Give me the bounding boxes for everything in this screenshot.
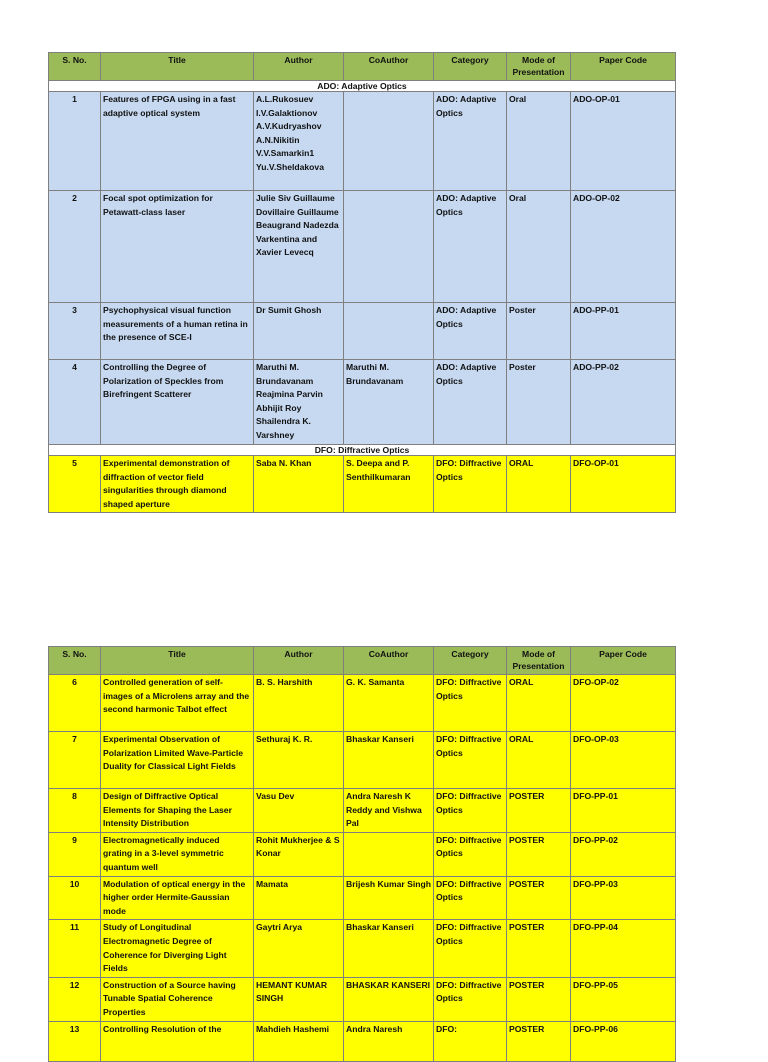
cell-author: Gaytri Arya bbox=[254, 920, 344, 977]
section-label: DFO: Diffractive Optics bbox=[49, 445, 676, 456]
header-code: Paper Code bbox=[571, 53, 676, 81]
cell-category: DFO: Diffractive Optics bbox=[434, 832, 507, 876]
cell-coauthor: Bhaskar Kanseri bbox=[344, 732, 434, 789]
cell-title: Modulation of optical energy in the higher order Hermite-Gaussian mode bbox=[101, 876, 254, 920]
cell-sno: 8 bbox=[49, 789, 101, 833]
cell-code: DFO-OP-01 bbox=[571, 456, 676, 513]
cell-category: DFO: Diffractive Optics bbox=[434, 789, 507, 833]
header-category: Category bbox=[434, 53, 507, 81]
table-row bbox=[49, 675, 676, 732]
cell-coauthor: Andra Naresh K Reddy and Vishwa Pal bbox=[344, 789, 434, 833]
cell-category: DFO: Diffractive Optics bbox=[434, 732, 507, 789]
papers-table-1 bbox=[48, 52, 676, 513]
cell-code: DFO-PP-04 bbox=[571, 920, 676, 977]
header-author: Author bbox=[254, 647, 344, 675]
table-row bbox=[49, 789, 676, 833]
header-category: Category bbox=[434, 647, 507, 675]
table-row bbox=[49, 920, 676, 977]
cell-sno: 1 bbox=[49, 92, 101, 191]
cell-code: DFO-PP-01 bbox=[571, 789, 676, 833]
cell-sno: 6 bbox=[49, 675, 101, 732]
table-row bbox=[49, 92, 676, 191]
header-title: Title bbox=[101, 53, 254, 81]
cell-mode: Poster bbox=[507, 303, 571, 360]
cell-code: DFO-PP-05 bbox=[571, 977, 676, 1021]
cell-mode: Oral bbox=[507, 191, 571, 303]
cell-title: Electromagnetically induced grating in a 3-level symmetric quantum well bbox=[101, 832, 254, 876]
cell-category: ADO: Adaptive Optics bbox=[434, 360, 507, 445]
cell-category: DFO: Diffractive Optics bbox=[434, 876, 507, 920]
cell-sno: 13 bbox=[49, 1021, 101, 1061]
cell-coauthor: BHASKAR KANSERI bbox=[344, 977, 434, 1021]
cell-coauthor: Andra Naresh bbox=[344, 1021, 434, 1061]
cell-title: Focal spot optimization for Petawatt-class laser bbox=[101, 191, 254, 303]
cell-coauthor: Bhaskar Kanseri bbox=[344, 920, 434, 977]
cell-sno: 3 bbox=[49, 303, 101, 360]
cell-title: Experimental demonstration of diffraction of vector field singularities through diamond shaped aperture bbox=[101, 456, 254, 513]
table-row bbox=[49, 832, 676, 876]
cell-author: Saba N. Khan bbox=[254, 456, 344, 513]
cell-title: Controlling the Degree of Polarization of Speckles from Birefringent Scatterer bbox=[101, 360, 254, 445]
cell-coauthor: G. K. Samanta bbox=[344, 675, 434, 732]
cell-sno: 9 bbox=[49, 832, 101, 876]
cell-coauthor bbox=[344, 92, 434, 191]
cell-sno: 4 bbox=[49, 360, 101, 445]
cell-author: Dr Sumit Ghosh bbox=[254, 303, 344, 360]
cell-code: ADO-OP-01 bbox=[571, 92, 676, 191]
cell-author: Sethuraj K. R. bbox=[254, 732, 344, 789]
cell-mode: POSTER bbox=[507, 789, 571, 833]
cell-category: DFO: bbox=[434, 1021, 507, 1061]
table-row bbox=[49, 977, 676, 1021]
cell-author: Mamata bbox=[254, 876, 344, 920]
section-row-dfo bbox=[49, 445, 676, 456]
cell-title: Design of Diffractive Optical Elements for Shaping the Laser Intensity Distribution bbox=[101, 789, 254, 833]
cell-code: ADO-PP-01 bbox=[571, 303, 676, 360]
cell-code: DFO-PP-06 bbox=[571, 1021, 676, 1061]
table-row bbox=[49, 732, 676, 789]
cell-title: Features of FPGA using in a fast adaptive optical system bbox=[101, 92, 254, 191]
cell-author: B. S. Harshith bbox=[254, 675, 344, 732]
cell-coauthor: Brijesh Kumar Singh bbox=[344, 876, 434, 920]
header-title: Title bbox=[101, 647, 254, 675]
cell-coauthor bbox=[344, 832, 434, 876]
table-row bbox=[49, 1021, 676, 1061]
cell-mode: ORAL bbox=[507, 675, 571, 732]
cell-mode: Oral bbox=[507, 92, 571, 191]
cell-author: Vasu Dev bbox=[254, 789, 344, 833]
header-code: Paper Code bbox=[571, 647, 676, 675]
header-mode: Mode of Presentation bbox=[507, 53, 571, 81]
cell-coauthor: Maruthi M. Brundavanam bbox=[344, 360, 434, 445]
cell-coauthor: S. Deepa and P. Senthilkumaran bbox=[344, 456, 434, 513]
cell-title: Psychophysical visual function measurements of a human retina in the presence of SCE-I bbox=[101, 303, 254, 360]
cell-category: DFO: Diffractive Optics bbox=[434, 456, 507, 513]
cell-category: DFO: Diffractive Optics bbox=[434, 675, 507, 732]
cell-title: Controlling Resolution of the bbox=[101, 1021, 254, 1061]
header-row bbox=[49, 647, 676, 675]
table-row bbox=[49, 456, 676, 513]
header-author: Author bbox=[254, 53, 344, 81]
cell-coauthor bbox=[344, 191, 434, 303]
cell-sno: 7 bbox=[49, 732, 101, 789]
cell-category: ADO: Adaptive Optics bbox=[434, 303, 507, 360]
cell-category: ADO: Adaptive Optics bbox=[434, 92, 507, 191]
cell-code: DFO-PP-03 bbox=[571, 876, 676, 920]
cell-sno: 10 bbox=[49, 876, 101, 920]
cell-sno: 5 bbox=[49, 456, 101, 513]
cell-author: Mahdieh Hashemi bbox=[254, 1021, 344, 1061]
header-row bbox=[49, 53, 676, 81]
cell-code: DFO-OP-03 bbox=[571, 732, 676, 789]
cell-category: DFO: Diffractive Optics bbox=[434, 920, 507, 977]
cell-title: Study of Longitudinal Electromagnetic Degree of Coherence for Diverging Light Fields bbox=[101, 920, 254, 977]
cell-title: Construction of a Source having Tunable Spatial Coherence Properties bbox=[101, 977, 254, 1021]
cell-author: Maruthi M. Brundavanam Reajmina Parvin Abhijit Roy Shailendra K. Varshney bbox=[254, 360, 344, 445]
table-row bbox=[49, 876, 676, 920]
cell-sno: 11 bbox=[49, 920, 101, 977]
header-mode: Mode of Presentation bbox=[507, 647, 571, 675]
cell-mode: POSTER bbox=[507, 876, 571, 920]
cell-mode: Poster bbox=[507, 360, 571, 445]
cell-title: Experimental Observation of Polarization Limited Wave-Particle Duality for Classical Light Fields bbox=[101, 732, 254, 789]
cell-code: DFO-PP-02 bbox=[571, 832, 676, 876]
cell-category: ADO: Adaptive Optics bbox=[434, 191, 507, 303]
cell-mode: POSTER bbox=[507, 1021, 571, 1061]
cell-author: Rohit Mukherjee & S Konar bbox=[254, 832, 344, 876]
cell-author: HEMANT KUMAR SINGH bbox=[254, 977, 344, 1021]
cell-mode: ORAL bbox=[507, 456, 571, 513]
cell-mode: POSTER bbox=[507, 832, 571, 876]
header-sno: S. No. bbox=[49, 647, 101, 675]
table-row bbox=[49, 360, 676, 445]
cell-author: A.L.Rukosuev I.V.Galaktionov A.V.Kudryashov A.N.Nikitin V.V.Samarkin1 Yu.V.Sheldakova bbox=[254, 92, 344, 191]
cell-mode: ORAL bbox=[507, 732, 571, 789]
cell-code: ADO-PP-02 bbox=[571, 360, 676, 445]
cell-code: DFO-OP-02 bbox=[571, 675, 676, 732]
section-row-ado bbox=[49, 81, 676, 92]
cell-category: DFO: Diffractive Optics bbox=[434, 977, 507, 1021]
header-coauthor: CoAuthor bbox=[344, 53, 434, 81]
header-coauthor: CoAuthor bbox=[344, 647, 434, 675]
header-sno: S. No. bbox=[49, 53, 101, 81]
section-label: ADO: Adaptive Optics bbox=[49, 81, 676, 92]
cell-sno: 2 bbox=[49, 191, 101, 303]
cell-coauthor bbox=[344, 303, 434, 360]
cell-title: Controlled generation of self-images of a Microlens array and the second harmonic Talbot effect bbox=[101, 675, 254, 732]
cell-mode: POSTER bbox=[507, 920, 571, 977]
cell-author: Julie Siv Guillaume Dovillaire Guillaume Beaugrand Nadezda Varkentina and Xavier Levecq bbox=[254, 191, 344, 303]
cell-mode: POSTER bbox=[507, 977, 571, 1021]
table-row bbox=[49, 303, 676, 360]
cell-sno: 12 bbox=[49, 977, 101, 1021]
papers-table-2 bbox=[48, 646, 676, 1062]
table-row bbox=[49, 191, 676, 303]
cell-code: ADO-OP-02 bbox=[571, 191, 676, 303]
